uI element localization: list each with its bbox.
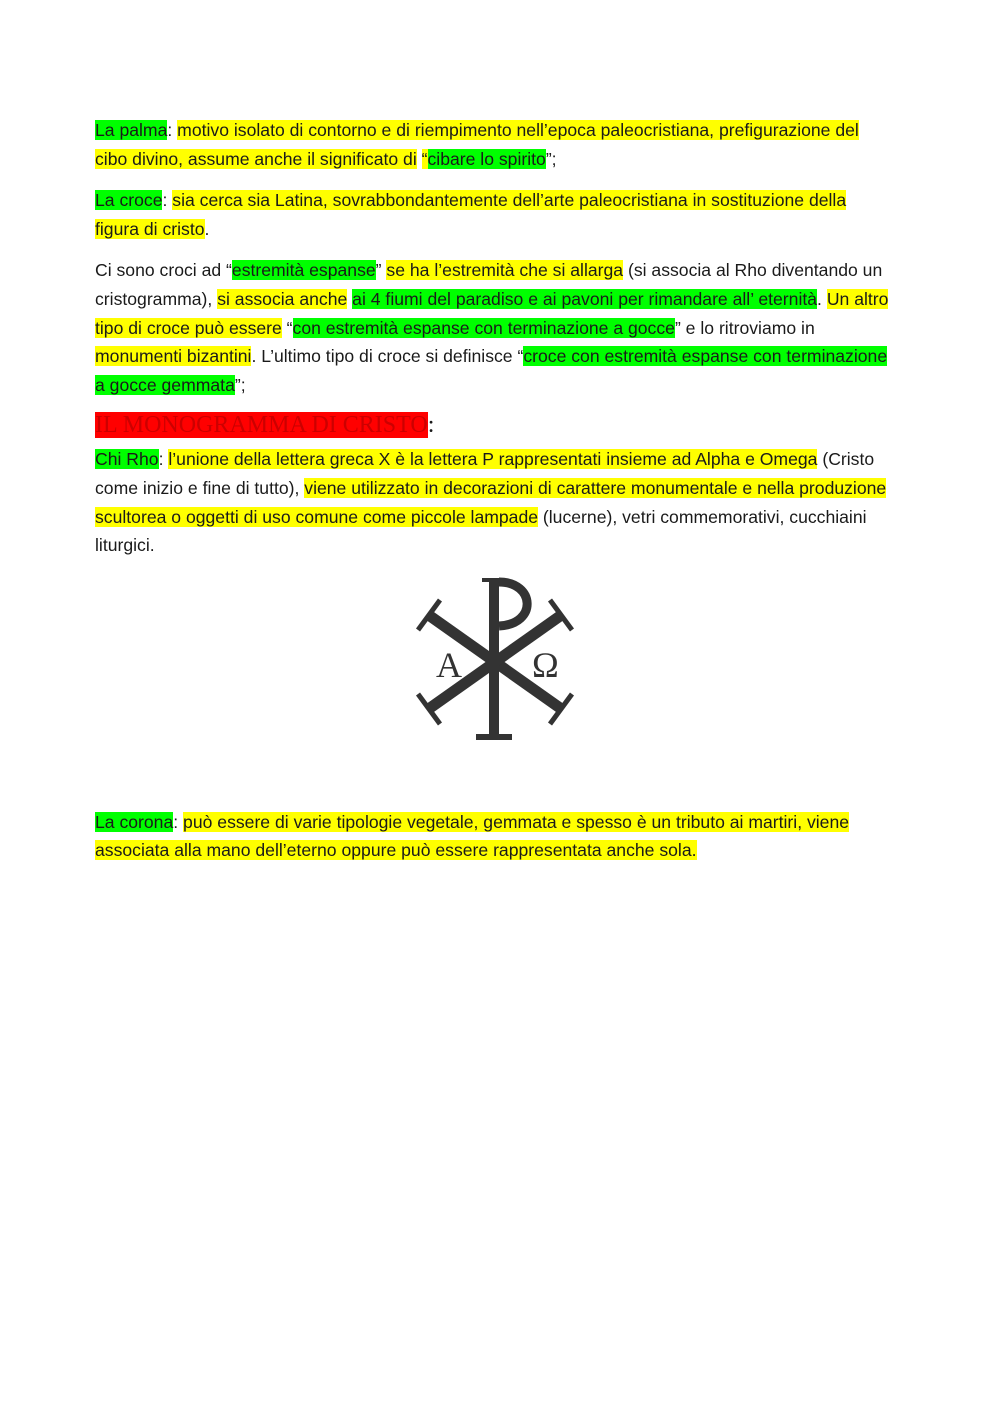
croci-highlight-4: ai 4 fiumi del paradiso e ai pavoni per rimandare all’ eternità: [352, 288, 818, 309]
croci-text-3: (si associa al Rho diventando un cristogramma),: [95, 260, 883, 309]
palma-open-quote: “: [421, 148, 428, 169]
chirho-paragraph: [95, 445, 895, 559]
chi-rho-figure: [95, 574, 895, 752]
chirho-term: Chi Rho: [95, 449, 159, 470]
croci-highlight-8: croce con estremità espanse con terminazione a gocce gemmata: [95, 346, 888, 395]
corona-term: La corona: [95, 811, 174, 832]
croci-paragraph: [95, 256, 895, 399]
chirho-text-1: (Cristo come inizio e fine di tutto),: [95, 449, 875, 498]
croci-text-1: Ci sono croci ad “: [95, 260, 232, 281]
croci-text-2: ”: [375, 260, 387, 281]
croci-text-9: ”;: [234, 374, 246, 395]
croce-paragraph: [95, 186, 895, 243]
croci-highlight-1: estremità espanse: [231, 260, 376, 281]
palma-colon: :: [167, 120, 173, 140]
chirho-colon: :: [158, 449, 164, 470]
croci-highlight-7: monumenti bizantini: [95, 346, 252, 367]
chirho-highlight-1: l’unione della lettera greca X è la lettera P rappresentati insieme ad Alpha e Omega: [168, 449, 818, 470]
palma-description: motivo isolato di contorno e di riempimento nell’epoca paleocristiana, prefigurazione del cibo divino, assume anche il significato di: [95, 120, 859, 169]
corona-paragraph: [95, 808, 895, 865]
croce-term: La croce: [95, 190, 163, 211]
corona-description: può essere di varie tipologie vegetale, gemmata e spesso è un tributo ai martiri, viene associata alla mano dell’eterno oppure può essere rappresentata anche sola.: [95, 811, 850, 861]
chi-rho-monogram-icon: [410, 574, 580, 744]
section-heading: [95, 407, 895, 443]
croci-text-8: . L’ultimo tipo di croce si definisce “: [251, 346, 524, 367]
croce-colon: :: [162, 190, 168, 211]
palma-term: La palma: [95, 120, 168, 140]
omega-letter: Ω: [532, 644, 559, 685]
palma-close: ”;: [545, 148, 557, 169]
palma-space-2: [417, 149, 422, 169]
corona-colon: :: [173, 811, 179, 832]
section-heading-label: IL MONOGRAMMA DI CRISTO: [95, 412, 428, 439]
croci-text-7: ” e lo ritroviamo in: [674, 317, 815, 338]
croci-text-6: “: [281, 317, 293, 338]
section-heading-colon: :: [427, 412, 435, 439]
alpha-letter: A: [436, 644, 462, 685]
document-page: [95, 116, 895, 865]
croci-highlight-6: con estremità espanse con terminazione a gocce: [292, 317, 675, 338]
croci-text-5: .: [817, 288, 827, 309]
croci-highlight-3: si associa anche: [217, 288, 348, 309]
palma-quote: cibare lo spirito: [427, 148, 546, 169]
chirho-highlight-2: viene utilizzato in decorazioni di carattere monumentale e nella produzione scultorea o oggetti di uso comune come piccole lampade: [95, 477, 887, 527]
chirho-text-2: (lucerne), vetri commemorativi, cucchiaini liturgici.: [95, 506, 867, 556]
croce-end: .: [204, 218, 210, 239]
croce-description: sia cerca sia Latina, sovrabbondantemente dell’arte paleocristiana in sostituzione della figura di cristo: [95, 190, 847, 239]
palma-paragraph: [95, 116, 895, 173]
croci-highlight-5: Un altro tipo di croce può essere: [95, 288, 889, 338]
croci-highlight-2: se ha l’estremità che si allarga: [386, 260, 624, 281]
